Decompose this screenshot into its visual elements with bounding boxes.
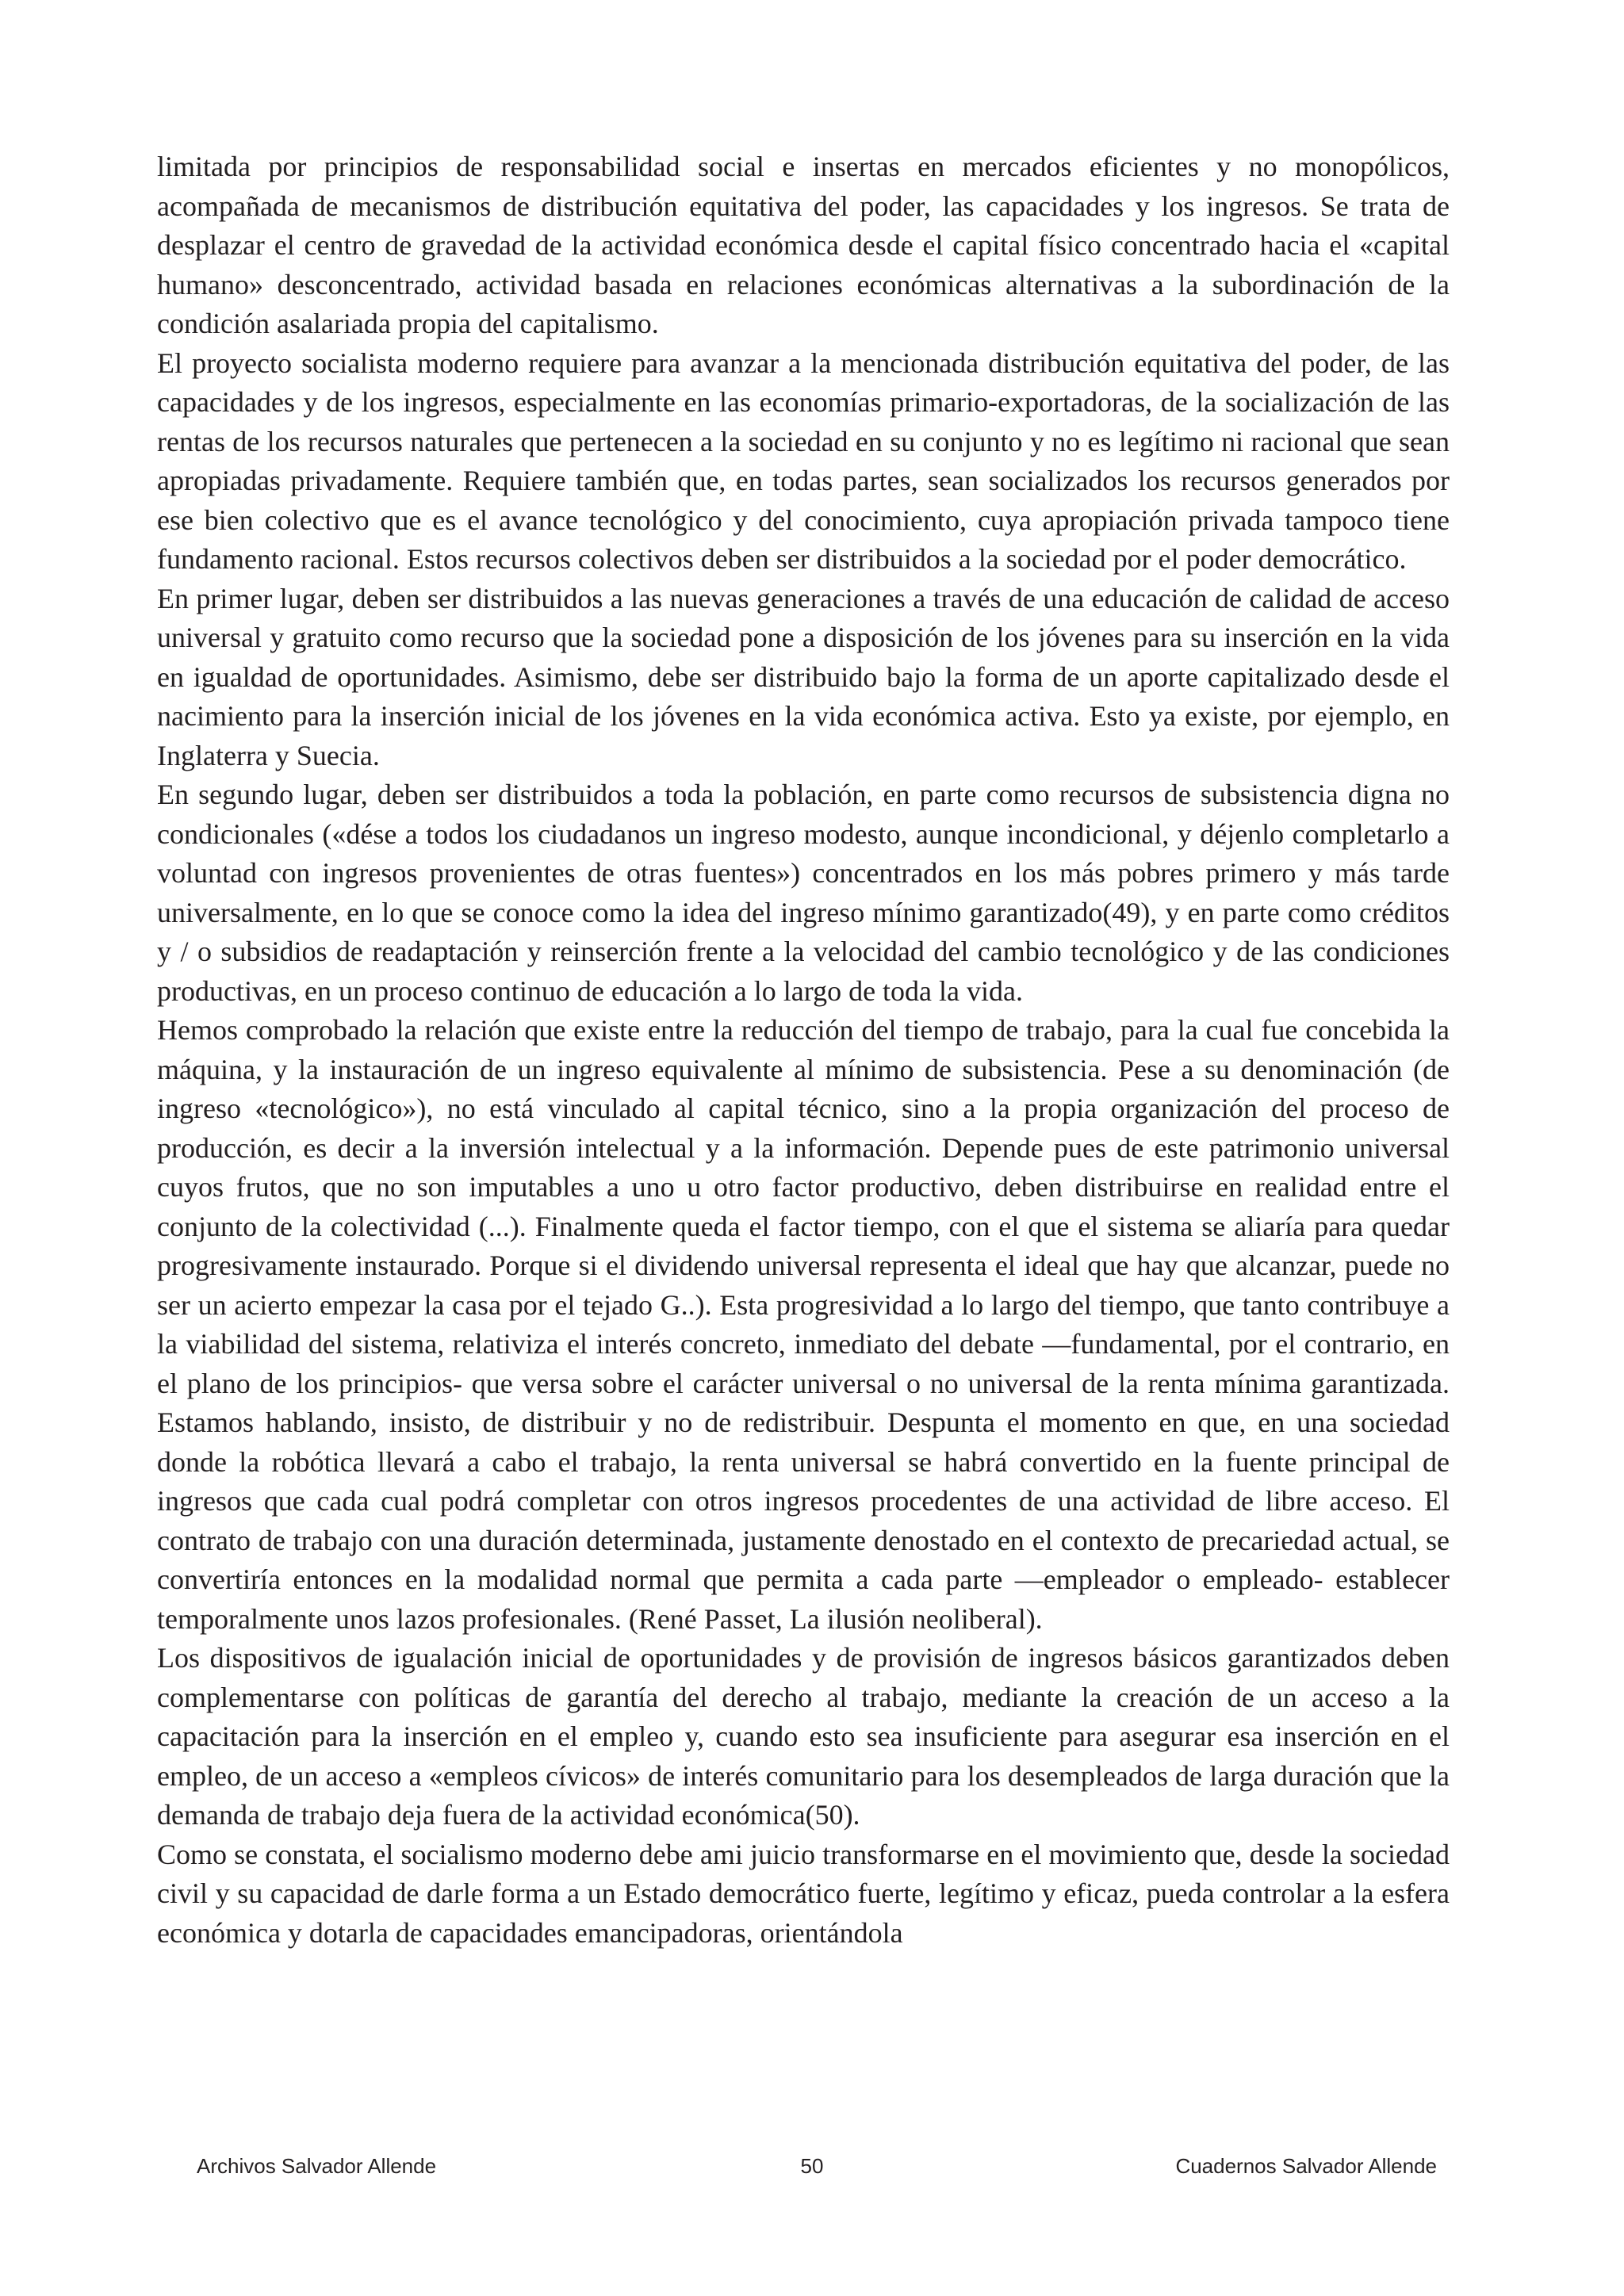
footer-right-text: Cuadernos Salvador Allende xyxy=(1175,2154,1437,2178)
body-text xyxy=(157,147,1450,1953)
paragraph: En primer lugar, deben ser distribuidos a las nuevas generaciones a través de una educación de calidad de acceso universal y gratuito como recurso que la sociedad pone a disposición de los jóvenes para su inserción en la vida en igualdad de oportunidades. Asimismo, debe ser distribuido bajo la forma de un aporte capitalizado desde el nacimiento para la inserción inicial de los jóvenes en la vida económica activa. Esto ya existe, por ejemplo, en Inglaterra y Suecia. xyxy=(157,582,1450,771)
paragraph: Los dispositivos de igualación inicial de oportunidades y de provisión de ingresos básicos garantizados deben complementarse con políticas de garantía del derecho al trabajo, mediante la creación de un acceso a la capacitación para la inserción en el empleo y, cuando esto sea insuficiente para asegurar esa inserción en el empleo, de un acceso a «empleos cívicos» de interés comunitario para los desempleados de larga duración que la demanda de trabajo deja fuera de la actividad económica(50). xyxy=(157,1642,1450,1831)
footer-left-text: Archivos Salvador Allende xyxy=(197,2154,437,2178)
paragraph: Como se constata, el socialismo moderno debe ami juicio transformarse en el movimiento que, desde la sociedad civil y su capacidad de darle forma a un Estado democrático fuerte, legítimo y eficaz, pueda controlar a la esfera económica y dotarla de capacidades emancipadoras, orientándola xyxy=(157,1838,1450,1949)
page-number: 50 xyxy=(800,2154,824,2178)
paragraph: limitada por principios de responsabilidad social e insertas en mercados eficientes y no monopólicos, acompañada de mecanismos de distribución equitativa del poder, las capacidades y los ingresos. Se trata de desplazar el centro de gravedad de la actividad económica desde el capital físico concentrado hacia el «capital humano» desconcentrado, actividad basada en relaciones económicas alternativas a la subordinación de la condición asalariada propia del capitalismo. xyxy=(157,151,1450,339)
page-footer xyxy=(0,2150,1624,2182)
paragraph: Hemos comprobado la relación que existe entre la reducción del tiempo de trabajo, para la cual fue concebida la máquina, y la instauración de un ingreso equivalente al mínimo de subsistencia. Pese a su denominación (de ingreso «tecnológico»), no está vinculado al capital técnico, sino a la propia organización del proceso de producción, es decir a la inversión intelectual y a la información. Depende pues de este patrimonio universal cuyos frutos, que no son imputables a uno u otro factor productivo, deben distribuirse en realidad entre el conjunto de la colectividad (...). Finalmente queda el factor tiempo, con el que el sistema se aliaría para quedar progresivamente instaurado. Porque si el dividendo universal representa el ideal que hay que alcanzar, puede no ser un acierto empezar la casa por el tejado G..). Esta progresividad a lo largo del tiempo, que tanto contribuye a la viabilidad del sistema, relativiza el interés concreto, inmediato del debate —fundamental, por el contrario, en el plano de los principios- que versa sobre el carácter universal o no universal de la renta mínima garantizada. Estamos hablando, insisto, de distribuir y no de redistribuir. Despunta el momento en que, en una sociedad donde la robótica llevará a cabo el trabajo, la renta universal se habrá convertido en la fuente principal de ingresos que cada cual podrá completar con otros ingresos procedentes de una actividad de libre acceso. El contrato de trabajo con una duración determinada, justamente denostado en el contexto de precariedad actual, se convertiría entonces en la modalidad normal que permita a cada parte —empleador o empleado- establecer temporalmente unos lazos profesionales. (René Passet, La ilusión neoliberal). xyxy=(157,1014,1450,1635)
paragraph: En segundo lugar, deben ser distribuidos a toda la población, en parte como recursos de subsistencia digna no condicionales («dése a todos los ciudadanos un ingreso modesto, aunque incondicional, y déjenlo completarlo a voluntad con ingresos provenientes de otras fuentes») concentrados en los más pobres primero y más tarde universalmente, en lo que se conoce como la idea del ingreso mínimo garantizado(49), y en parte como créditos y / o subsidios de readaptación y reinserción frente a la velocidad del cambio tecnológico y de las condiciones productivas, en un proceso continuo de educación a lo largo de toda la vida. xyxy=(157,779,1450,1007)
paragraph: El proyecto socialista moderno requiere para avanzar a la mencionada distribución equitativa del poder, de las capacidades y de los ingresos, especialmente en las economías primario-exportadoras, de la socialización de las rentas de los recursos naturales que pertenecen a la sociedad en su conjunto y no es legítimo ni racional que sean apropiadas privadamente. Requiere también que, en todas partes, sean socializados los recursos generados por ese bien colectivo que es el avance tecnológico y del conocimiento, cuya apropiación privada tampoco tiene fundamento racional. Estos recursos colectivos deben ser distribuidos a la sociedad por el poder democrático. xyxy=(157,346,1450,575)
